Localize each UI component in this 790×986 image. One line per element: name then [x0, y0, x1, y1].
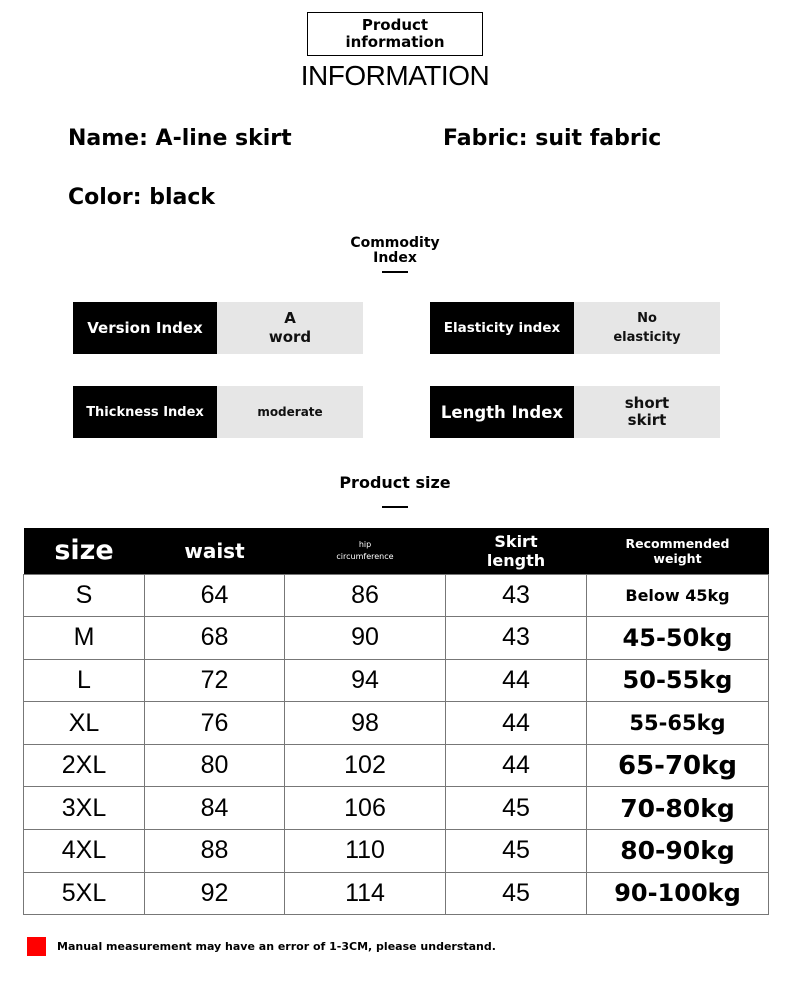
product-fabric: Fabric: suit fabric — [443, 126, 662, 151]
cell-weight: 80-90kg — [587, 830, 769, 873]
cell-size: 5XL — [24, 872, 145, 915]
cell-weight: 70-80kg — [587, 787, 769, 830]
cell-length: 43 — [446, 617, 587, 660]
index-card-elasticity — [430, 302, 720, 354]
information-heading: INFORMATION — [300, 60, 490, 91]
cell-hip: 110 — [285, 830, 446, 873]
cell-hip: 90 — [285, 617, 446, 660]
header-weight-line2: weight — [653, 550, 702, 566]
product-name: Name: A-line skirt — [68, 126, 292, 151]
header-hip — [285, 528, 446, 574]
cell-size: M — [24, 617, 145, 660]
index-label: Length Index — [430, 386, 574, 438]
table-row — [24, 702, 769, 745]
cell-hip: 102 — [285, 744, 446, 787]
cell-weight: 55-65kg — [587, 702, 769, 745]
cell-waist: 68 — [145, 617, 285, 660]
cell-weight: 50-55kg — [587, 659, 769, 702]
commodity-heading-line2: Index — [373, 250, 417, 266]
cell-length: 44 — [446, 659, 587, 702]
product-color: Color: black — [68, 185, 216, 210]
product-information-box — [307, 12, 483, 56]
cell-waist: 72 — [145, 659, 285, 702]
index-label: Elasticity index — [430, 302, 574, 354]
cell-length: 45 — [446, 830, 587, 873]
cell-weight: 65-70kg — [587, 744, 769, 787]
box-title-line1: Product — [361, 16, 429, 34]
note-marker-icon — [27, 937, 46, 956]
index-value: moderate — [217, 386, 363, 438]
cell-size: S — [24, 574, 145, 617]
commodity-underline — [382, 271, 408, 273]
index-value — [217, 302, 363, 354]
cell-size: 2XL — [24, 744, 145, 787]
commodity-index-heading — [0, 236, 790, 266]
index-value-line1: A — [284, 309, 296, 327]
index-label: Version Index — [73, 302, 217, 354]
cell-weight: 45-50kg — [587, 617, 769, 660]
cell-waist: 64 — [145, 574, 285, 617]
header-hip-line2: circumference — [336, 551, 394, 561]
index-value-line2: elasticity — [613, 330, 681, 345]
index-value — [574, 386, 720, 438]
cell-length: 44 — [446, 744, 587, 787]
cell-size: XL — [24, 702, 145, 745]
table-row — [24, 872, 769, 915]
cell-waist: 76 — [145, 702, 285, 745]
cell-length: 43 — [446, 574, 587, 617]
index-value-line1: short — [624, 394, 670, 412]
index-label: Thickness Index — [73, 386, 217, 438]
table-row — [24, 659, 769, 702]
cell-size: 4XL — [24, 830, 145, 873]
product-size-underline — [382, 506, 408, 508]
cell-waist: 92 — [145, 872, 285, 915]
header-size: size — [24, 528, 145, 574]
header-hip-line1: hip — [358, 539, 372, 549]
cell-length: 45 — [446, 787, 587, 830]
cell-size: 3XL — [24, 787, 145, 830]
cell-waist: 88 — [145, 830, 285, 873]
product-size-heading: Product size — [339, 473, 451, 492]
table-row — [24, 574, 769, 617]
header-length-line1: Skirt — [494, 531, 538, 551]
commodity-heading-line1: Commodity — [350, 235, 440, 251]
cell-length: 44 — [446, 702, 587, 745]
cell-length: 45 — [446, 872, 587, 915]
table-row — [24, 617, 769, 660]
index-value-line2: skirt — [627, 411, 667, 429]
cell-hip: 94 — [285, 659, 446, 702]
index-value-line2: word — [268, 328, 312, 346]
cell-weight: Below 45kg — [587, 574, 769, 617]
table-row — [24, 830, 769, 873]
cell-waist: 80 — [145, 744, 285, 787]
size-table-header — [24, 528, 769, 574]
index-value — [574, 302, 720, 354]
header-length — [446, 528, 587, 574]
table-row — [24, 787, 769, 830]
measurement-note: Manual measurement may have an error of 1-3CM, please understand. — [57, 940, 496, 953]
table-row — [24, 744, 769, 787]
cell-hip: 86 — [285, 574, 446, 617]
box-title-line2: information — [345, 33, 445, 51]
header-weight — [587, 528, 769, 574]
cell-weight: 90-100kg — [587, 872, 769, 915]
header-waist: waist — [145, 528, 285, 574]
index-value-line1: No — [637, 311, 657, 326]
header-length-line2: length — [486, 550, 546, 570]
cell-size: L — [24, 659, 145, 702]
index-card-thickness — [73, 386, 363, 438]
index-card-version — [73, 302, 363, 354]
cell-hip: 98 — [285, 702, 446, 745]
cell-waist: 84 — [145, 787, 285, 830]
cell-hip: 114 — [285, 872, 446, 915]
cell-hip: 106 — [285, 787, 446, 830]
header-weight-line1: Recommended — [625, 535, 730, 551]
size-table — [23, 528, 769, 915]
index-card-length — [430, 386, 720, 438]
